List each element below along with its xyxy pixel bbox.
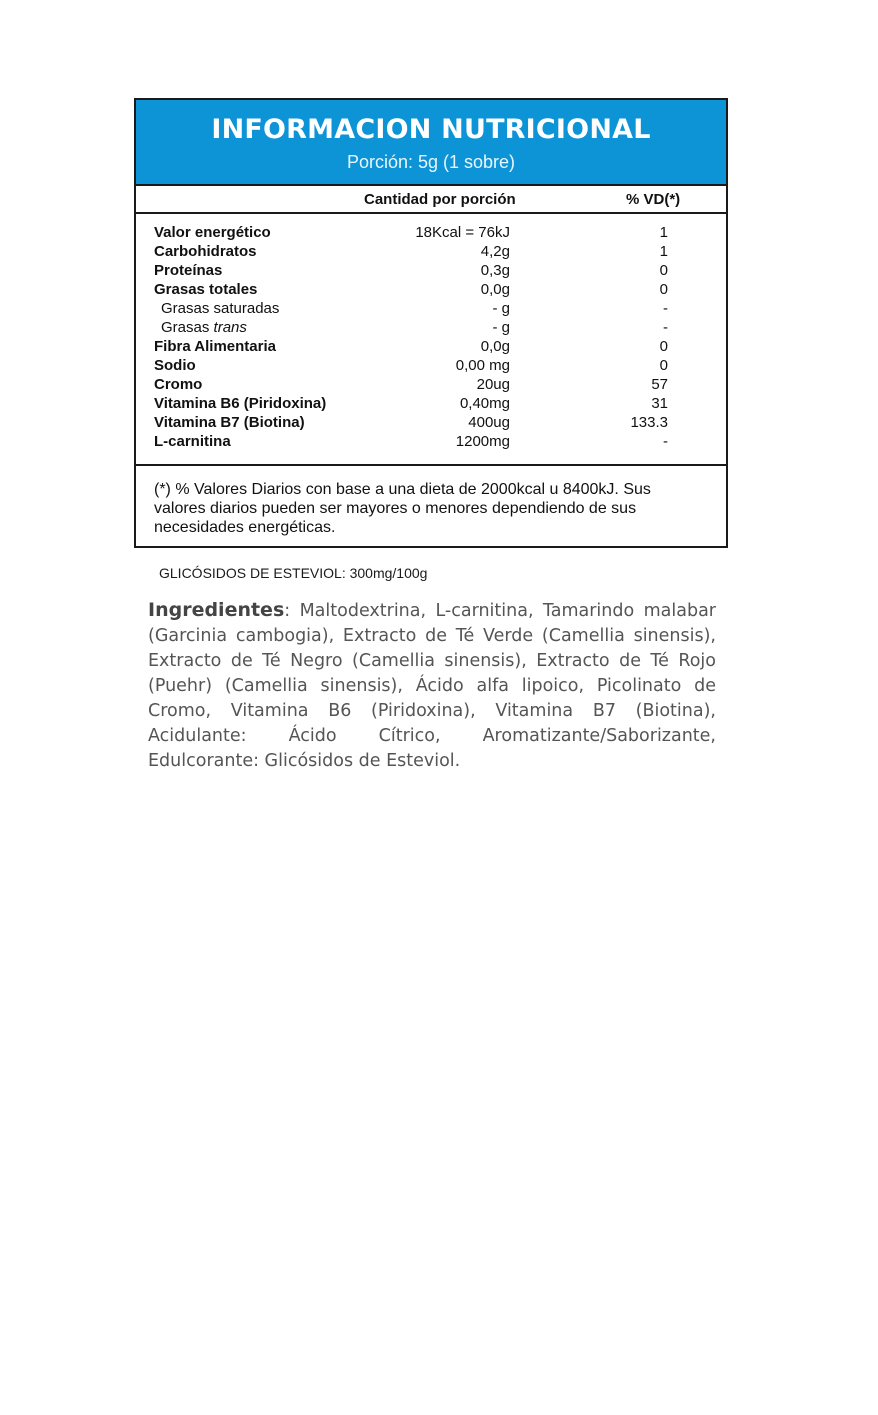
nutrient-dv: 0 bbox=[659, 281, 668, 298]
ingredients-text: : Maltodextrina, L-carnitina, Tamarindo malabar (Garcinia cambogia), Extracto de Té Verde (Camellia sinensis), Extracto de Té Negro (Camellia sinensis), Extracto de Té Rojo (Puehr) (Camellia sinensis), Ácido alfa lipoico, Picolinato de Cromo, Vitamina B6 (Piridoxina), Vitamina B7 (Biotina), Acidulante: Ácido Cítrico, Aromatizante/Saborizante, Edulcorante: Glicósidos de Esteviol. bbox=[148, 601, 716, 771]
nutrient-name: Grasas totales bbox=[154, 281, 258, 298]
nutrient-dv: - bbox=[663, 433, 668, 450]
nutrient-row bbox=[136, 243, 726, 262]
nutrient-dv: 0 bbox=[659, 357, 668, 374]
nutrient-dv: 0 bbox=[659, 262, 668, 279]
nutrient-dv: 1 bbox=[659, 243, 668, 260]
footnote: (*) % Valores Diarios con base a una dieta de 2000kcal u 8400kJ. Sus valores diarios pueden ser mayores o menores dependiendo de sus necesidades energéticas. bbox=[154, 481, 651, 536]
nutrient-subrow bbox=[136, 319, 726, 338]
nutrition-header bbox=[136, 100, 726, 186]
nutrient-row bbox=[136, 376, 726, 395]
nutrient-dv: - bbox=[663, 300, 668, 317]
nutrient-dv: 0 bbox=[659, 338, 668, 355]
nutrient-name: Carbohidratos bbox=[154, 243, 257, 260]
nutrient-row bbox=[136, 338, 726, 357]
nutrient-quantity: 18Kcal = 76kJ bbox=[415, 224, 510, 241]
nutrient-name bbox=[161, 319, 247, 336]
nutrient-rows bbox=[136, 224, 726, 452]
nutrient-name: Vitamina B7 (Biotina) bbox=[154, 414, 305, 431]
nutrient-quantity: - g bbox=[492, 319, 510, 336]
nutrient-quantity: 4,2g bbox=[480, 243, 510, 260]
nutrient-row bbox=[136, 224, 726, 243]
nutrient-name-text: Grasas bbox=[161, 319, 210, 336]
nutrient-name-italic: trans bbox=[213, 319, 247, 336]
nutrient-quantity: 20ug bbox=[476, 376, 510, 393]
nutrient-row bbox=[136, 357, 726, 376]
nutrient-row bbox=[136, 433, 726, 452]
serving-size: Porción: 5g (1 sobre) bbox=[346, 152, 516, 172]
nutrient-name: Cromo bbox=[154, 376, 203, 393]
nutrient-subrow bbox=[136, 300, 726, 319]
ingredients-paragraph bbox=[148, 598, 716, 774]
nutrient-dv: 133.3 bbox=[630, 414, 668, 431]
nutrient-name: Valor energético bbox=[154, 224, 271, 241]
nutrition-title: INFORMACION NUTRICIONAL bbox=[211, 114, 651, 145]
nutrient-row bbox=[136, 414, 726, 433]
quantity-column-header: Cantidad por porción bbox=[364, 191, 516, 208]
nutrient-row bbox=[136, 281, 726, 300]
nutrient-quantity: 0,3g bbox=[480, 262, 510, 279]
nutrient-name: Vitamina B6 (Piridoxina) bbox=[154, 395, 327, 412]
nutrition-facts-panel bbox=[134, 98, 728, 548]
nutrient-dv: 57 bbox=[651, 376, 668, 393]
nutrient-quantity: - g bbox=[492, 300, 510, 317]
nutrient-row bbox=[136, 395, 726, 414]
nutrient-name: Grasas saturadas bbox=[161, 300, 280, 317]
nutrient-quantity: 0,0g bbox=[480, 338, 510, 355]
nutrient-row bbox=[136, 262, 726, 281]
nutrient-quantity: 0,00 mg bbox=[455, 357, 510, 374]
nutrient-quantity: 0,0g bbox=[480, 281, 510, 298]
nutrient-dv: - bbox=[663, 319, 668, 336]
nutrient-quantity: 1200mg bbox=[455, 433, 510, 450]
nutrient-quantity: 0,40mg bbox=[459, 395, 510, 412]
ingredients-label: Ingredientes bbox=[148, 599, 285, 621]
nutrient-name: L-carnitina bbox=[154, 433, 231, 450]
nutrient-dv: 31 bbox=[651, 395, 668, 412]
column-headers bbox=[136, 186, 726, 214]
nutrient-dv: 1 bbox=[659, 224, 668, 241]
nutrient-quantity: 400ug bbox=[468, 414, 510, 431]
footnote-divider bbox=[136, 464, 726, 466]
dv-column-header: % VD(*) bbox=[626, 191, 681, 208]
nutrient-name: Fibra Alimentaria bbox=[154, 338, 276, 355]
nutrient-name: Sodio bbox=[154, 357, 196, 374]
steviol-glycosides-note: GLICÓSIDOS DE ESTEVIOL: 300mg/100g bbox=[159, 565, 428, 581]
nutrient-name: Proteínas bbox=[154, 262, 223, 279]
